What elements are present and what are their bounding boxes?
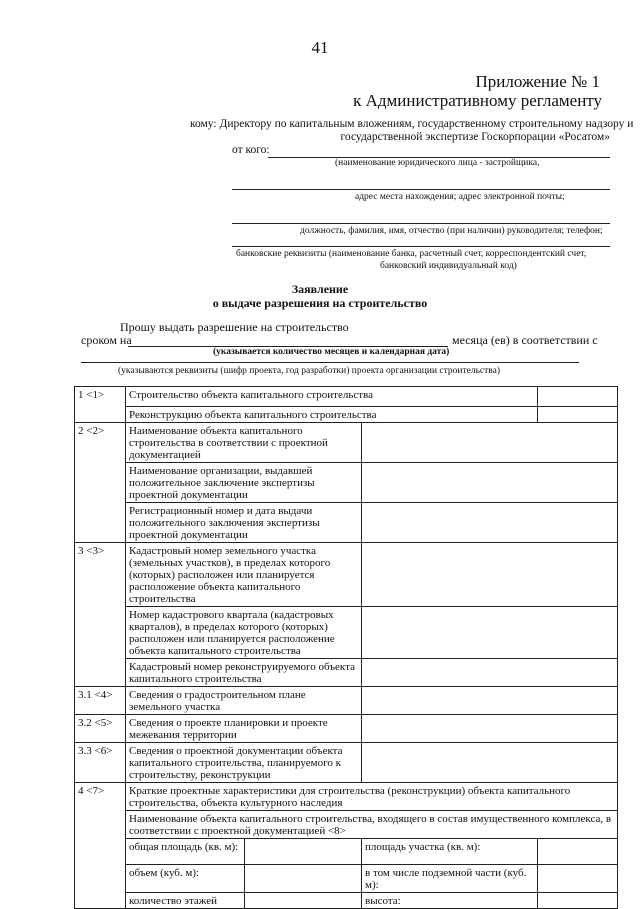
underground-volume-label: в том числе подземной части (куб. м): bbox=[362, 865, 538, 893]
statement-title: Заявление bbox=[291, 282, 349, 296]
table-row bbox=[75, 893, 618, 909]
table-row bbox=[75, 543, 618, 607]
from-head-line[interactable] bbox=[232, 223, 610, 224]
row-number: 4 <7> bbox=[75, 783, 126, 909]
addressee-line-2: государственной экспертизе Госкорпорации «Росатом» bbox=[340, 131, 610, 143]
table-row bbox=[75, 865, 618, 893]
cadastral-object-label: Кадастровый номер реконструируемого объекта капитального строительства bbox=[126, 659, 362, 687]
request-term-suffix: месяца (ев) в соответствии с bbox=[452, 333, 598, 347]
construction-mark-cell[interactable] bbox=[538, 387, 618, 407]
table-row bbox=[75, 463, 618, 503]
reconstruction-option: Реконструкцию объекта капитального строительства bbox=[126, 407, 538, 423]
expertise-org-value[interactable] bbox=[362, 463, 618, 503]
from-caption-head: должность, фамилия, имя, отчество (при наличии) руководителя; телефон; bbox=[300, 226, 603, 236]
from-caption-address: адрес места нахождения; адрес электронной почты; bbox=[355, 192, 565, 202]
object-name-value[interactable] bbox=[362, 423, 618, 463]
construction-option: Строительство объекта капитального строительства bbox=[126, 387, 538, 407]
urban-plan-label: Сведения о градостроительном плане земельного участка bbox=[126, 687, 362, 715]
table-row bbox=[75, 607, 618, 659]
project-docs-label: Сведения о проектной документации объекта капитального строительства, планируемого к строительству, реконструкции bbox=[126, 743, 362, 783]
addressee-line-1: кому: Директору по капитальным вложениям, государственному строительному надзору и bbox=[190, 118, 634, 130]
cadastral-plot-value[interactable] bbox=[362, 543, 618, 607]
project-docs-value[interactable] bbox=[362, 743, 618, 783]
row-number: 2 <2> bbox=[75, 423, 126, 543]
row-number: 3 <3> bbox=[75, 543, 126, 687]
height-value[interactable] bbox=[538, 893, 618, 909]
request-text: Прошу выдать разрешение на строительство bbox=[120, 320, 349, 334]
page-number: 41 bbox=[311, 38, 329, 57]
request-term-prefix: сроком на bbox=[81, 333, 132, 347]
table-row bbox=[75, 783, 618, 811]
urban-plan-value[interactable] bbox=[362, 687, 618, 715]
volume-label: объем (куб. м): bbox=[126, 865, 245, 893]
row-number: 3.2 <5> bbox=[75, 715, 126, 743]
row-number: 3.1 <4> bbox=[75, 687, 126, 715]
total-area-label: общая площадь (кв. м): bbox=[126, 839, 245, 865]
appendix-number: Приложение № 1 bbox=[475, 72, 600, 91]
from-caption-entity: (наименование юридического лица - застройщика, bbox=[335, 158, 540, 168]
plot-area-value[interactable] bbox=[538, 839, 618, 865]
object-name-label: Наименование объекта капитального строительства в соответствии с проектной документацией bbox=[126, 423, 362, 463]
height-label: высота: bbox=[362, 893, 538, 909]
table-row bbox=[75, 715, 618, 743]
plot-area-label: площадь участка (кв. м): bbox=[362, 839, 538, 865]
request-project-line[interactable] bbox=[81, 362, 579, 363]
table-row bbox=[75, 659, 618, 687]
cadastral-plot-label: Кадастровый номер земельного участка (земельных участков), в пределах которого (которых) расположен или планируется расположение объекта капитального строительства bbox=[126, 543, 362, 607]
table-row bbox=[75, 839, 618, 865]
floors-value[interactable] bbox=[245, 893, 362, 909]
from-caption-bank-code: банковский индивидуальный код) bbox=[380, 261, 517, 271]
table-row bbox=[75, 503, 618, 543]
volume-value[interactable] bbox=[245, 865, 362, 893]
appendix-regulation: к Административному регламенту bbox=[353, 91, 602, 110]
cadastral-quarter-label: Номер кадастрового квартала (кадастровых кварталов), в пределах которого (которых) расположен или планируется расположение объекта капитального строительства bbox=[126, 607, 362, 659]
total-area-value[interactable] bbox=[245, 839, 362, 865]
table-row bbox=[75, 687, 618, 715]
planning-project-value[interactable] bbox=[362, 715, 618, 743]
cadastral-quarter-value[interactable] bbox=[362, 607, 618, 659]
reconstruction-mark-cell[interactable] bbox=[538, 407, 618, 423]
from-bank-line[interactable] bbox=[232, 246, 610, 247]
expertise-registration-value[interactable] bbox=[362, 503, 618, 543]
from-label: от кого: bbox=[232, 144, 270, 156]
brief-characteristics-heading: Краткие проектные характеристики для строительства (реконструкции) объекта капитального строительства, объекта культурного наследия bbox=[126, 783, 618, 811]
statement-subtitle: о выдаче разрешения на строительство bbox=[212, 296, 428, 310]
row-number: 3.3 <6> bbox=[75, 743, 126, 783]
request-caption-term: (указывается количество месяцев и календарная дата) bbox=[213, 347, 450, 357]
permit-data-table bbox=[74, 386, 618, 909]
cadastral-object-value[interactable] bbox=[362, 659, 618, 687]
complex-object-name-label: Наименование объекта капитального строительства, входящего в состав имущественного комплекса, в соответствии с проектной документацией <8> bbox=[126, 811, 618, 839]
table-row bbox=[75, 811, 618, 839]
planning-project-label: Сведения о проекте планировки и проекте межевания территории bbox=[126, 715, 362, 743]
request-caption-project: (указываются реквизиты (шифр проекта, год разработки) проекта организации строительства) bbox=[118, 366, 501, 376]
floors-label: количество этажей bbox=[126, 893, 245, 909]
row-number: 1 <1> bbox=[75, 387, 126, 423]
expertise-org-label: Наименование организации, выдавшей положительное заключение экспертизы проектной документации bbox=[126, 463, 362, 503]
table-row bbox=[75, 387, 618, 407]
underground-volume-value[interactable] bbox=[538, 865, 618, 893]
from-address-line[interactable] bbox=[232, 189, 610, 190]
table-row bbox=[75, 743, 618, 783]
table-row bbox=[75, 423, 618, 463]
expertise-registration-label: Регистрационный номер и дата выдачи положительного заключения экспертизы проектной документации bbox=[126, 503, 362, 543]
table-row bbox=[75, 407, 618, 423]
from-caption-bank: банковские реквизиты (наименование банка, расчетный счет, корреспондентский счет, bbox=[236, 249, 587, 259]
